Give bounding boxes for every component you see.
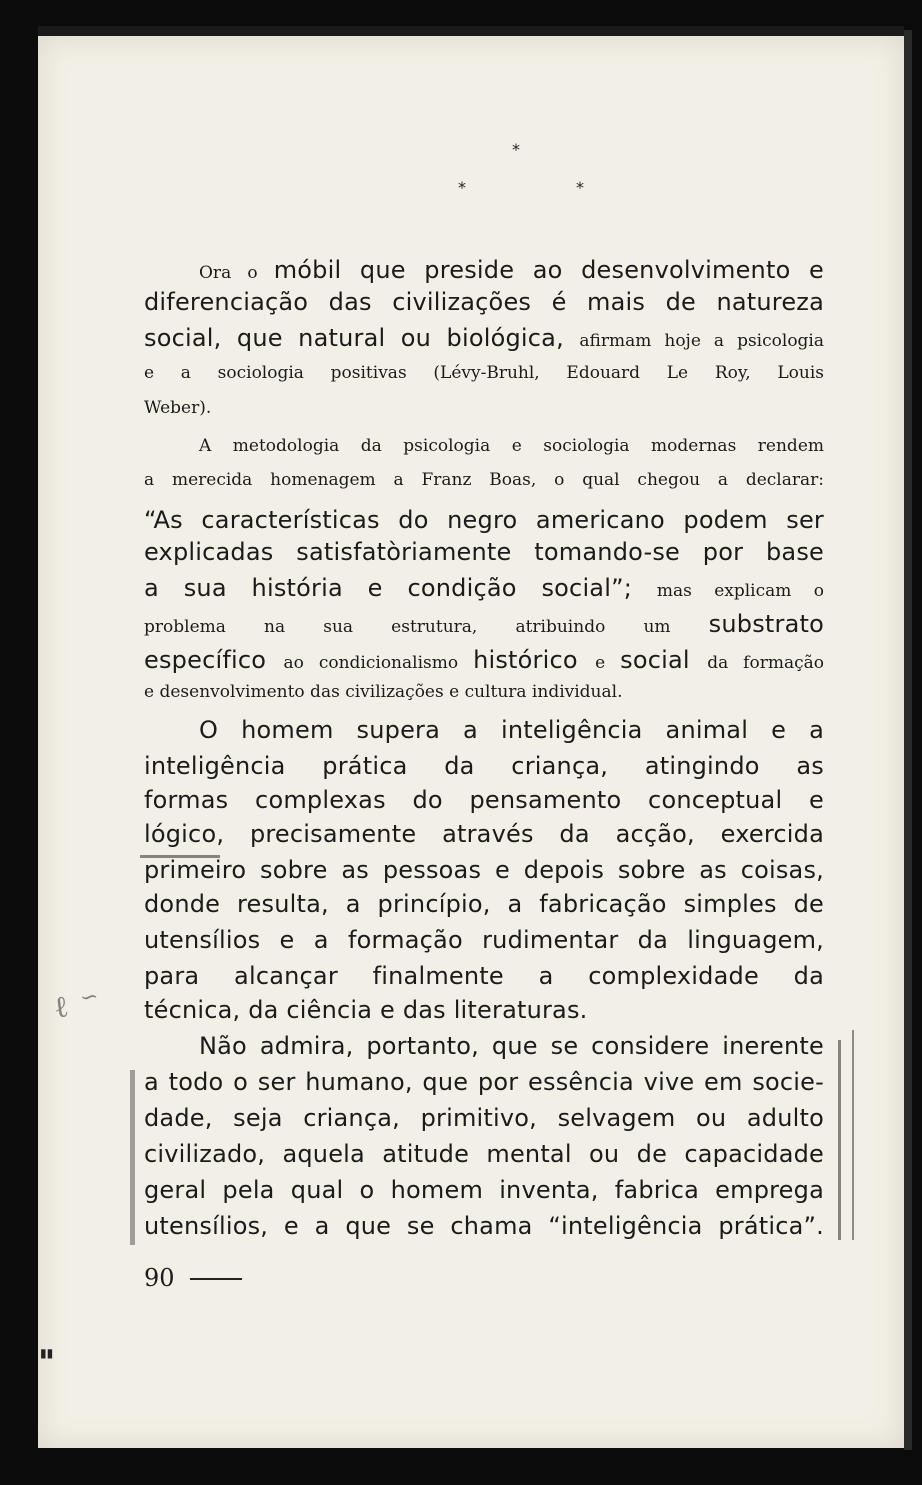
text-segment: dade, seja criança, primitivo, selvagem ou adulto [144,1104,824,1132]
text-segment: mas explicam o [656,581,824,601]
text-segment: utensílios e a formação rudimentar da linguagem, [144,926,824,954]
separator-asterisk-left: * [458,178,466,197]
text-segment: a sua história e condição social”; [144,574,657,602]
text-line [144,928,824,952]
text-segment: específico [144,646,284,674]
text-segment: primeiro sobre as pessoas e depois sobre as coisas, [144,856,824,884]
text-line [144,508,824,532]
pencil-margin-bar-right [838,1040,841,1240]
text-segment: a todo o ser humano, que por essência vive em socie- [144,1068,824,1096]
text-segment: donde resulta, a princípio, a fabricação simples de [144,890,824,918]
text-line [199,258,824,282]
text-line [144,788,824,812]
text-segment: formas complexas do pensamento conceptual e [144,786,824,814]
text-segment: inteligência prática da criança, atingindo as [144,752,824,780]
text-segment: utensílios, e a que se chama “inteligência prática”. [144,1212,824,1240]
text-line [144,1106,824,1130]
text-segment: técnica, da ciência e das literaturas. [144,996,588,1024]
text-segment: problema na sua estrutura, atribuindo um [144,617,709,637]
text-line [144,1070,824,1094]
text-line [144,540,824,564]
pencil-margin-bar-right-2 [852,1030,854,1240]
text-segment: Não admira, portanto, que se considere inerente [199,1032,824,1060]
text-line [144,400,824,417]
text-segment: A metodologia da psicologia e sociologia modernas rendem [199,436,824,456]
text-segment: e [595,653,621,673]
separator-asterisk-right: * [576,178,584,197]
text-segment: para alcançar finalmente a complexidade da [144,962,824,990]
page-number: 90 [144,1264,175,1292]
text-line [144,998,824,1022]
text-segment: a merecida homenagem a Franz Boas, o qual chegou a declarar: [144,470,824,490]
text-line [144,1142,824,1166]
text-segment: móbil que preside ao desenvolvimento e [273,256,824,284]
text-segment: social, que natural ou biológica, [144,324,580,352]
text-line [144,754,824,778]
text-line [144,684,824,701]
text-segment: “As características do negro americano podem ser [144,506,824,534]
text-line [144,822,824,846]
text-segment: e a sociologia positivas (Lévy-Bruhl, Edouard Le Roy, Louis [144,363,824,383]
text-line [199,438,824,455]
text-segment: afirmam hoje a psicologia [579,331,825,351]
page-number-dash [190,1278,242,1280]
text-line [144,326,824,350]
text-line [144,892,824,916]
text-line [144,290,824,314]
text-segment: diferenciação das civilizações é mais de natureza [144,288,824,316]
text-segment: substrato [708,610,824,638]
pencil-margin-scribble: ℓ [51,989,71,1026]
pencil-margin-scribble-2: ∽ [78,983,101,1012]
text-segment: civilizado, aquela atitude mental ou de capacidade [144,1140,824,1168]
separator-asterisk-top: * [512,140,520,159]
text-segment: lógico, precisamente através da acção, exercida [144,820,824,848]
text-segment: Weber). [144,398,212,418]
text-segment: e desenvolvimento das civilizações e cultura individual. [144,682,623,702]
pencil-underline-mark [140,855,220,858]
text-line [144,858,824,882]
text-line [199,1034,824,1058]
text-segment: Ora o [199,263,274,283]
text-segment: da formação [707,653,824,673]
scan-right-edge [904,30,912,1450]
text-segment: geral pela qual o homem inventa, fabrica emprega [144,1176,824,1204]
text-line [144,612,824,636]
text-segment: O homem supera a inteligência animal e a [199,716,824,744]
text-line [144,964,824,988]
text-line [199,718,824,742]
text-segment: social [620,646,708,674]
scan-top-edge [38,26,904,36]
text-segment: ao condicionalismo [283,653,474,673]
text-line [144,648,824,672]
text-line [144,576,824,600]
text-line [144,472,824,489]
text-line [144,1214,824,1238]
text-segment: histórico [473,646,596,674]
text-line [144,365,824,382]
pencil-margin-bar-left [130,1070,135,1245]
text-segment: explicadas satisfatòriamente tomando-se por base [144,538,824,566]
text-line [144,1178,824,1202]
scan-corner-mark: ▮▮ [40,1346,54,1360]
